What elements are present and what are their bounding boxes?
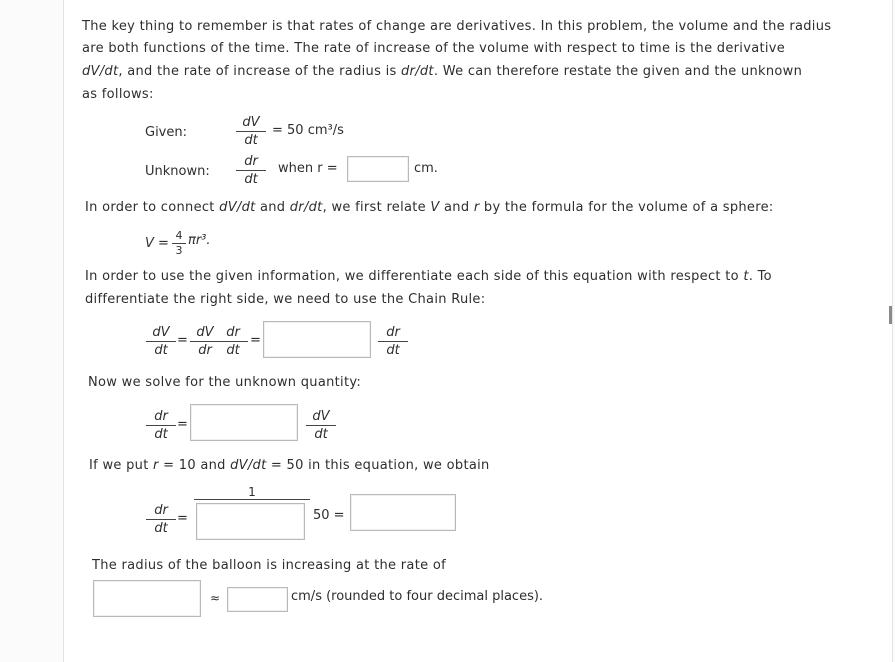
frac-num: dV bbox=[306, 409, 336, 426]
intro-line-4: as follows: bbox=[82, 87, 154, 102]
sub-text: = 50 in this equation, we obtain bbox=[266, 458, 490, 473]
chain-frac-drdt-2 bbox=[378, 325, 408, 358]
frac-num: dV bbox=[146, 325, 176, 342]
scroll-edge-marker bbox=[889, 306, 892, 324]
relate-v: V bbox=[430, 200, 440, 215]
chain-equals-1: = bbox=[177, 333, 188, 348]
substitute-line bbox=[89, 455, 490, 477]
intro-line-2: are both functions of the time. The rate of increase of the volume with respect to time is the derivative bbox=[82, 41, 786, 56]
relate-text: In order to connect bbox=[85, 200, 220, 215]
sub-text: = 10 and bbox=[158, 458, 231, 473]
intro-text: . We can therefore restate the given and the unknown bbox=[433, 64, 803, 79]
substitute-frac-drdt bbox=[146, 503, 176, 536]
relate-text: by the formula for the volume of a sphere: bbox=[479, 200, 774, 215]
frac-num: dr bbox=[378, 325, 408, 342]
solve-answer-box[interactable] bbox=[190, 404, 298, 441]
unknown-frac-den: dt bbox=[244, 172, 258, 187]
volume-formula-lhs: V = bbox=[145, 236, 169, 251]
frac-num: dr bbox=[146, 503, 176, 520]
volume-formula-rhs: πr³. bbox=[188, 233, 211, 248]
final-exact-box[interactable] bbox=[93, 580, 201, 617]
solve-text: Now we solve for the unknown quantity: bbox=[88, 375, 362, 390]
substitute-denominator-input[interactable] bbox=[197, 504, 304, 539]
substitute-numerator-one: 1 bbox=[194, 485, 310, 500]
chain-t: t bbox=[743, 269, 749, 284]
frac-den: dt bbox=[154, 521, 168, 536]
substitute-equals: = bbox=[177, 511, 188, 526]
chain-answer-input[interactable] bbox=[264, 322, 370, 357]
intro-drdt: dr/dt bbox=[401, 64, 434, 79]
sub-dvdt: dV/dt bbox=[230, 458, 267, 473]
intro-line-3 bbox=[82, 61, 802, 83]
relate-dvdt: dV/dt bbox=[219, 200, 256, 215]
frac-den: dt bbox=[154, 343, 168, 358]
frac-den: dr bbox=[198, 343, 212, 358]
unknown-frac-num: dr bbox=[236, 154, 266, 171]
solve-answer-input[interactable] bbox=[191, 405, 297, 440]
substitute-result-box[interactable] bbox=[350, 494, 456, 531]
chain-frac-dvdr bbox=[190, 325, 220, 358]
given-frac-den: dt bbox=[244, 133, 258, 148]
final-rounded-input[interactable] bbox=[228, 588, 287, 611]
chain-equals-2: = bbox=[250, 333, 261, 348]
relate-text: and bbox=[439, 200, 474, 215]
final-text: The radius of the balloon is increasing at the rate of bbox=[92, 558, 446, 573]
chain-frac-drdt bbox=[218, 325, 248, 358]
relate-r: r bbox=[473, 200, 480, 215]
frac-num: dV bbox=[190, 325, 220, 342]
frac-den: dt bbox=[314, 427, 328, 442]
solve-frac-drdt bbox=[146, 409, 176, 442]
given-label: Given: bbox=[145, 125, 187, 140]
r-value-input[interactable] bbox=[348, 157, 408, 181]
intro-line-1: The key thing to remember is that rates of change are derivatives. In this problem, the volume and the radius bbox=[82, 19, 832, 34]
unknown-label: Unknown: bbox=[145, 164, 210, 179]
given-frac-num: dV bbox=[236, 115, 266, 132]
sub-r: r bbox=[153, 458, 159, 473]
unknown-fraction bbox=[236, 154, 266, 187]
chain-line-2: differentiate the right side, we need to use the Chain Rule: bbox=[85, 292, 486, 307]
frac-den: dt bbox=[226, 343, 240, 358]
chain-answer-box[interactable] bbox=[263, 321, 371, 358]
solve-frac-dvdt bbox=[306, 409, 336, 442]
unknown-unit: cm. bbox=[414, 161, 438, 176]
frac-den: dt bbox=[386, 343, 400, 358]
given-value: = 50 cm³/s bbox=[272, 123, 344, 138]
final-rounded-box[interactable] bbox=[227, 587, 288, 612]
relate-text: and bbox=[255, 200, 290, 215]
chain-frac-dvdt bbox=[146, 325, 176, 358]
unknown-when-text: when r = bbox=[278, 161, 338, 176]
volume-formula-fraction bbox=[172, 230, 186, 257]
chain-text: In order to use the given information, we differentiate each side of this equation with respect to bbox=[85, 269, 744, 284]
frac-num: dr bbox=[218, 325, 248, 342]
substitute-fifty-equals: 50 = bbox=[313, 508, 345, 523]
final-exact-input[interactable] bbox=[94, 581, 200, 616]
relate-text: , we first relate bbox=[322, 200, 431, 215]
chain-text: . To bbox=[748, 269, 772, 284]
frac-den: dt bbox=[154, 427, 168, 442]
relate-drdt: dr/dt bbox=[289, 200, 323, 215]
r-value-input-box[interactable] bbox=[347, 156, 409, 182]
frac-num: dr bbox=[146, 409, 176, 426]
approx-symbol: ≈ bbox=[210, 591, 221, 605]
substitute-denominator-box[interactable] bbox=[196, 503, 305, 540]
solve-equals: = bbox=[177, 417, 188, 432]
intro-text: , and the rate of increase of the radius is bbox=[118, 64, 401, 79]
sub-text: If we put bbox=[89, 458, 154, 473]
intro-dvdt: dV/dt bbox=[82, 64, 119, 79]
given-fraction bbox=[236, 115, 266, 148]
chain-line-1 bbox=[85, 266, 772, 288]
final-unit: cm/s (rounded to four decimal places). bbox=[291, 589, 544, 604]
substitute-result-input[interactable] bbox=[351, 495, 455, 530]
formula-num: 4 bbox=[172, 230, 186, 244]
relate-line bbox=[85, 197, 774, 219]
formula-den: 3 bbox=[175, 244, 183, 257]
